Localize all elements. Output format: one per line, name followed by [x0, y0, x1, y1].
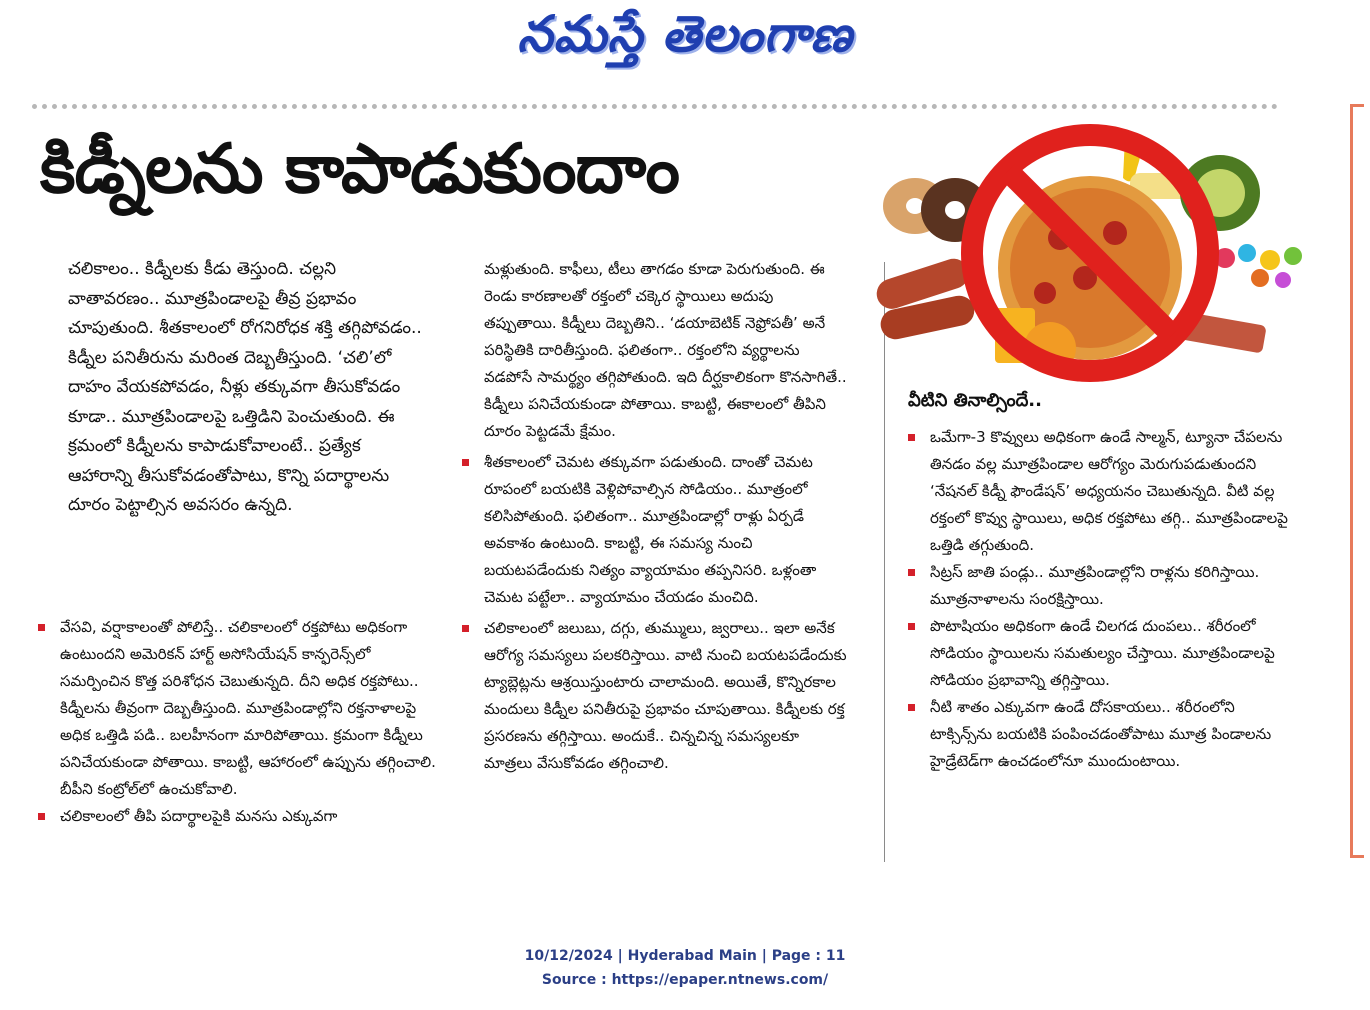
- list-item: [460, 615, 850, 777]
- no-junk-food-illustration: [875, 118, 1325, 388]
- bullet-square-icon: [908, 434, 915, 441]
- paragraph: సిట్రస్ జాతి పండ్లు.. మూత్రపిండాల్లోని రాళ్లను కరిగిస్తాయి. మూత్రనాళాలను సంరక్షిస్తాయి.: [930, 563, 1260, 608]
- list-item: [906, 559, 1301, 613]
- paragraph: నీటి శాతం ఎక్కువగా ఉండే దోసకాయలు.. శరీరంలోని టాక్సిన్స్‌ను బయటికి పంపించడంతోపాటు మూత్ర పిండాలను హైడ్రేటెడ్‌గా ఉంచడంలోనూ ముందుంటాయి.: [930, 698, 1272, 770]
- bullet-square-icon: [38, 813, 45, 820]
- footer-source-link[interactable]: Source : https://epaper.ntnews.com/: [541, 972, 829, 988]
- bullet-square-icon: [908, 704, 915, 711]
- paragraph: చలికాలంలో తీపి పదార్థాలపైకి మనసు ఎక్కువగా: [60, 807, 338, 825]
- bullet-square-icon: [462, 459, 469, 466]
- bullet-square-icon: [908, 569, 915, 576]
- masthead-logo: నమస్తే తెలంగాణ: [517, 4, 853, 63]
- list-item: [906, 694, 1301, 775]
- article-column-2: [460, 256, 850, 777]
- paragraph: వేసవి, వర్షాకాలంతో పోలిస్తే.. చలికాలంలో రక్తపోటు అధికంగా ఉంటుందని అమెరికన్ హార్ట్ అసోసియేషన్ కాన్ఫరెన్స్‌లో సమర్పించిన కొత్త పరిశోధన చెబుతున్నది. దీని అధిక రక్తపోటు.. కిడ్నీలను తీవ్రంగా దెబ్బతీస్తుంది. మూత్రపిండాల్లోని రక్తనాళాలపై అధిక ఒత్తిడి పడి.. బలహీనంగా మారిపోతాయి. క్రమంగా కిడ్నీలు పనిచేయకుండా పోతాయి. కాబట్టి, ఆహారంలో ఉప్పును తగ్గించాలి. బీపీని కంట్రోల్‌లో ఉంచుకోవాలి.: [60, 618, 436, 798]
- list-item: [36, 803, 436, 830]
- list-item: [906, 613, 1301, 694]
- bullet-square-icon: [908, 623, 915, 630]
- list-item: [460, 449, 850, 611]
- dotted-divider: [32, 104, 1278, 109]
- paragraph: చలికాలంలో జలుబు, దగ్గు, తుమ్ములు, జ్వరాలు.. ఇలా అనేక ఆరోగ్య సమస్యలు పలకరిస్తాయి. వాటి నుంచి బయటపడేందుకు ట్యాబ్లెట్లను ఆశ్రయిస్తుంటారు చాలామంది. అయితే, కొన్నిరకాల మందులు కిడ్నీల పనితీరుపై ప్రభావం చూపుతాయి. కిడ్నీలకు రక్త ప్రసరణను తగ్గిస్తాయి. అందుకే.. చిన్నచిన్న సమస్యలకూ మాత్రలు వేసుకోవడం తగ్గించాలి.: [484, 619, 847, 772]
- sidebar-title: వీటిని తినాల్సిందే..: [908, 390, 1042, 411]
- lead-paragraph: చలికాలం.. కిడ్నీలకు కీడు తెస్తుంది. చల్లని వాతావరణం.. మూత్రపిండాలపై తీవ్ర ప్రభావం చూపుతుంది. శీతకాలంలో రోగనిరోధక శక్తి తగ్గిపోవడం.. కిడ్నీల పనితీరును మరింత దెబ్బతీస్తుంది. ‘చలి’లో దాహం వేయకపోవడం, నీళ్లు తక్కువగా తీసుకోవడం కూడా.. మూత్రపిండాలపై ఒత్తిడిని పెంచుతుంది. ఈ క్రమంలో కిడ్నీలను కాపాడుకోవాలంటే.. ప్రత్యేక ఆహారాన్ని తీసుకోవడంతోపాటు, కొన్ని పదార్థాలను దూరం పెట్టాల్సిన అవసరం ఉన్నది.: [68, 259, 422, 515]
- bullet-square-icon: [462, 625, 469, 632]
- bullet-square-icon: [38, 624, 45, 631]
- paragraph: ఒమేగా-3 కొవ్వులు అధికంగా ఉండే సాల్మన్, ట్యూనా చేపలను తినడం వల్ల మూత్రపిండాల ఆరోగ్యం మెరుగుపడుతుందని ‘నేషనల్ కిడ్నీ ఫౌండేషన్’ అధ్యయనం చెబుతున్నది. వీటి వల్ల రక్తంలో కొవ్వు స్థాయిలు, అధిక రక్తపోటు తగ్గి.. మూత్రపిండాలపై ఒత్తిడి తగ్గుతుంది.: [930, 428, 1288, 554]
- article-lead: [68, 255, 428, 521]
- article-column-1: [36, 614, 436, 830]
- list-item: [906, 424, 1301, 559]
- sidebar-list: [906, 424, 1301, 775]
- paragraph: శీతకాలంలో చెమట తక్కువగా పడుతుంది. దాంతో చెమట రూపంలో బయటికి వెళ్లిపోవాల్సిన సోడియం.. మూత్రంలో కలిసిపోతుంది. ఫలితంగా.. మూత్రపిండాల్లో రాళ్లు ఏర్పడే అవకాశం ఉంటుంది. కాబట్టి, ఈ సమస్య నుంచి బయటపడేందుకు నిత్యం వ్యాయామం తప్పనిసరి. ఒళ్లంతా చెమట పట్టేలా.. వ్యాయామం చేయడం మంచిది.: [484, 453, 817, 606]
- article-headline: కిడ్నీలను కాపాడుకుందాం: [40, 130, 679, 209]
- footer-date-edition: 10/12/2024 | Hyderabad Main | Page : 11: [524, 948, 846, 964]
- side-accent-border: [1350, 104, 1364, 858]
- paragraph-continued: మళ్లుతుంది. కాఫీలు, టీలు తాగడం కూడా పెరుగుతుంది. ఈ రెండు కారణాలతో రక్తంలో చక్కెర స్థాయిలు అదుపు తప్పుతాయి. కిడ్నీలు దెబ్బతిని.. ‘డయాబెటిక్ నెఫ్రోపతీ’ అనే పరిస్థితికి దారితీస్తుంది. ఫలితంగా.. రక్తంలోని వ్యర్థాలను వడపోసే సామర్థ్యం తగ్గిపోతుంది. ఇది దీర్ఘకాలికంగా కొనసాగితే.. కిడ్నీలు పనిచేయకుండా పోతాయి. కాబట్టి, ఈకాలంలో తీపిని దూరం పెట్టడమే క్షేమం.: [484, 260, 847, 440]
- list-item: [36, 614, 436, 803]
- paragraph: పొటాషియం అధికంగా ఉండే చిలగడ దుంపలు.. శరీరంలో సోడియం స్థాయిలను సమతుల్యం చేస్తాయి. మూత్రపిండాలపై సోడియం ప్రభావాన్ని తగ్గిస్తాయి.: [930, 617, 1275, 689]
